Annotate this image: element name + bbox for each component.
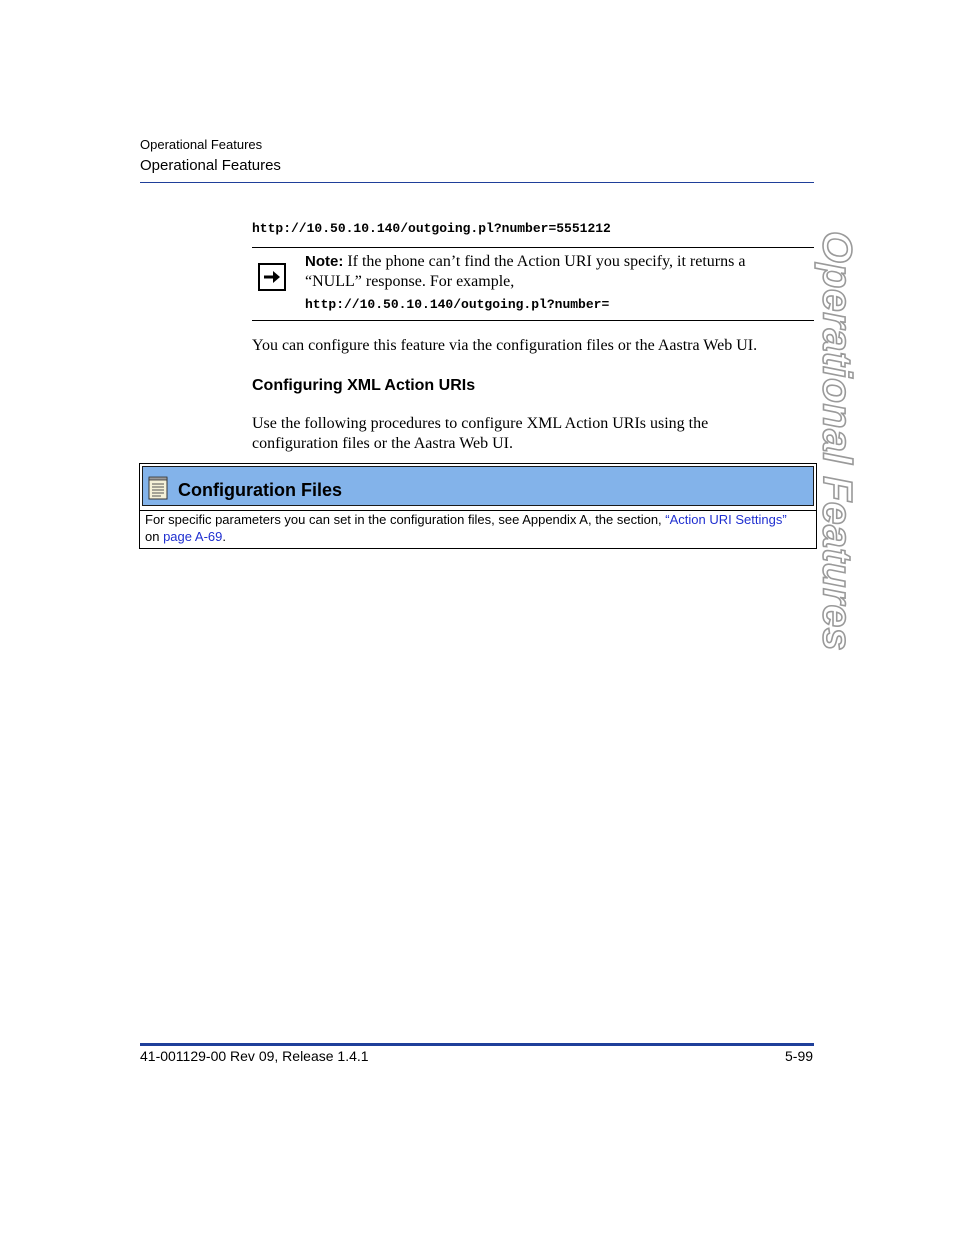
footer-rule — [140, 1043, 814, 1046]
page-a-69-link[interactable]: page A-69 — [163, 529, 223, 544]
chapter-side-tab — [812, 230, 862, 652]
body-paragraph: Use the following procedures to configure XML Action URIs using the configuration files or the Aastra Web UI. — [252, 415, 709, 452]
config-text-before: For specific parameters you can set in the configuration files, see Appendix A, the section, — [145, 512, 666, 527]
chapter-side-tab-label: Operational Features — [814, 230, 861, 652]
config-text-after: . — [222, 529, 226, 544]
section-heading: Configuring XML Action URIs — [252, 377, 476, 394]
note-body: If the phone can’t find the Action URI you specify, it returns a “NULL” response. For example, — [305, 253, 746, 290]
header-rule — [140, 182, 814, 183]
note-top-rule — [252, 247, 814, 248]
action-uri-settings-link[interactable]: “Action URI Settings” — [665, 512, 787, 527]
configuration-files-box — [139, 463, 817, 549]
arrow-right-icon — [258, 263, 286, 291]
configuration-files-text — [145, 511, 795, 545]
note-label: Note: — [305, 253, 344, 270]
body-paragraph: You can configure this feature via the configuration files or the Aastra Web UI. — [252, 337, 758, 354]
notepad-icon — [148, 476, 168, 500]
configuration-files-title: Configuration Files — [178, 480, 342, 500]
note-text — [305, 252, 805, 292]
running-header-small: Operational Features — [140, 137, 263, 152]
note-bottom-rule — [252, 320, 814, 321]
configuration-files-banner — [142, 466, 814, 506]
note-code-url: http://10.50.10.140/outgoing.pl?number= — [305, 297, 610, 312]
code-example-url: http://10.50.10.140/outgoing.pl?number=5551212 — [252, 221, 611, 236]
config-text-middle: on — [145, 529, 164, 544]
running-header-section: Operational Features — [140, 157, 281, 174]
footer-doc-id: 41-001129-00 Rev 09, Release 1.4.1 — [140, 1048, 369, 1064]
footer-page-number: 5-99 — [785, 1048, 814, 1064]
